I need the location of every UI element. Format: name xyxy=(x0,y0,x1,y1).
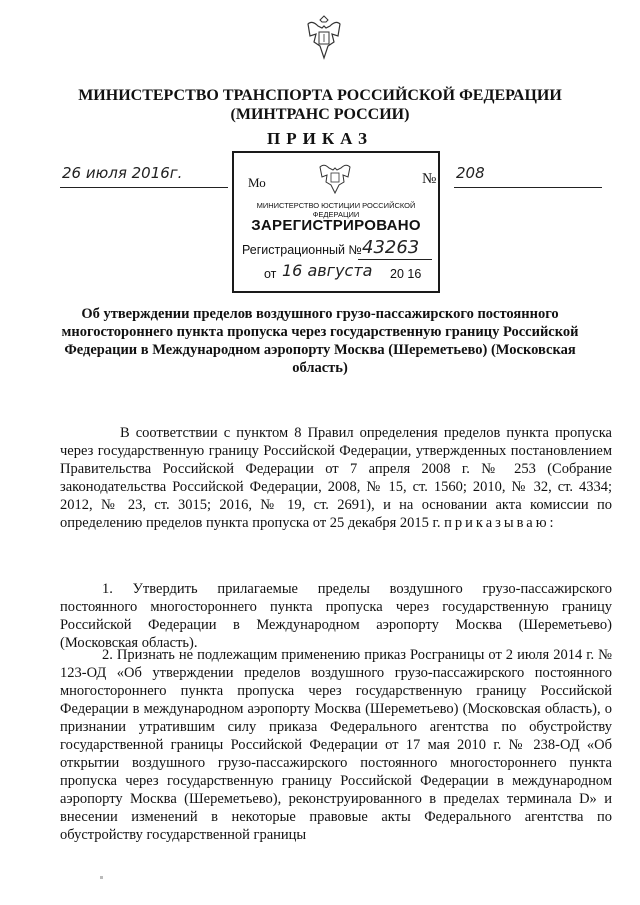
order-number-sign: № xyxy=(422,171,437,187)
stamp-organization: МИНИСТЕРСТВО ЮСТИЦИИ РОССИЙСКОЙ ФЕДЕРАЦИИ xyxy=(256,201,416,219)
stamp-emblem-icon xyxy=(316,157,354,195)
item-1-paragraph: 1. Утвердить прилагаемые пределы воздушного грузо-пассажирского постоянного многостороннего пункта пропуска через государственную границу Российской Федерации в Международном аэропорту Москва (Шереметьево) (Московская область). xyxy=(60,581,612,651)
order-number-handwritten: 208 xyxy=(456,164,485,182)
item-2-paragraph: 2. Признать не подлежащим применению приказ Росграницы от 2 июля 2014 г. № 123-ОД «Об утверждении пределов воздушного грузо-пассажирского постоянного многостороннего пункта пропуска через государственную границу Российской Федерации в международном аэропорту Москва (Шереметьево) (Московская область), о признании утратившим силу приказа Федерального агентства по обустройству государственной границы Российской Федерации от 17 мая 2010 г. № 238-ОД «Об открытии воздушного грузо-пассажирского постоянного многостороннего пункта пропуска через государственную границу Российской Федерации в международном аэропорту Москва (Шереметьево), реконструированного в пределах терминала D» и внесении изменений в некоторые правовые акты Федерального агентства по обустройству государственной границы xyxy=(60,647,612,843)
scan-mark xyxy=(100,876,103,879)
stamp-date-handwritten: 16 августа xyxy=(282,261,373,280)
coat-of-arms-emblem xyxy=(302,12,346,62)
stamp-reg-number-label: Регистрационный № xyxy=(242,243,362,257)
stamp-place-text: Мо xyxy=(248,175,266,190)
preamble-paragraph xyxy=(60,424,612,532)
stamp-registered-label: ЗАРЕГИСТРИРОВАНО xyxy=(251,217,421,234)
stamp-year-suffix: 20 16 xyxy=(390,267,422,281)
stamp-reg-number-handwritten: 43263 xyxy=(362,237,420,258)
ministry-short-name: (МИНТРАНС РОССИИ) xyxy=(230,106,410,123)
stamp-reg-number-line xyxy=(358,259,432,260)
document-type-heading: ПРИКАЗ xyxy=(267,129,373,148)
registration-stamp xyxy=(232,151,440,293)
stamp-date-prefix: от xyxy=(264,267,277,281)
order-date-handwritten: 26 июля 2016г. xyxy=(62,164,183,182)
document-title: Об утверждении пределов воздушного грузо-пассажирского постоянного многостороннего пункта пропуска через государственную границу Российской Федерации в Международном аэропорту Москва (Шереметьево) (Московская область) xyxy=(61,306,579,376)
ministry-name: МИНИСТЕРСТВО ТРАНСПОРТА РОССИЙСКОЙ ФЕДЕРАЦИИ xyxy=(78,87,562,104)
order-number-line xyxy=(454,187,602,188)
order-word: приказываю: xyxy=(444,515,557,531)
preamble-text: В соответствии с пунктом 8 Правил определения пределов пункта пропуска через государственную границу Российской Федерации, утвержденных постановлением Правительства Российской Федерации от 7 апреля 2008 г. № 253 (Собрание законодательства Российской Федерации, 2008, № 15, ст. 1560; 2010, № 32, ст. 4334; 2012, № 23, ст. 3015; 2016, № 19, ст. 2691), и на основании акта комиссии по определению пределов пункта пропуска от 25 декабря 2015 г. xyxy=(60,425,612,531)
order-date-line xyxy=(60,187,228,188)
